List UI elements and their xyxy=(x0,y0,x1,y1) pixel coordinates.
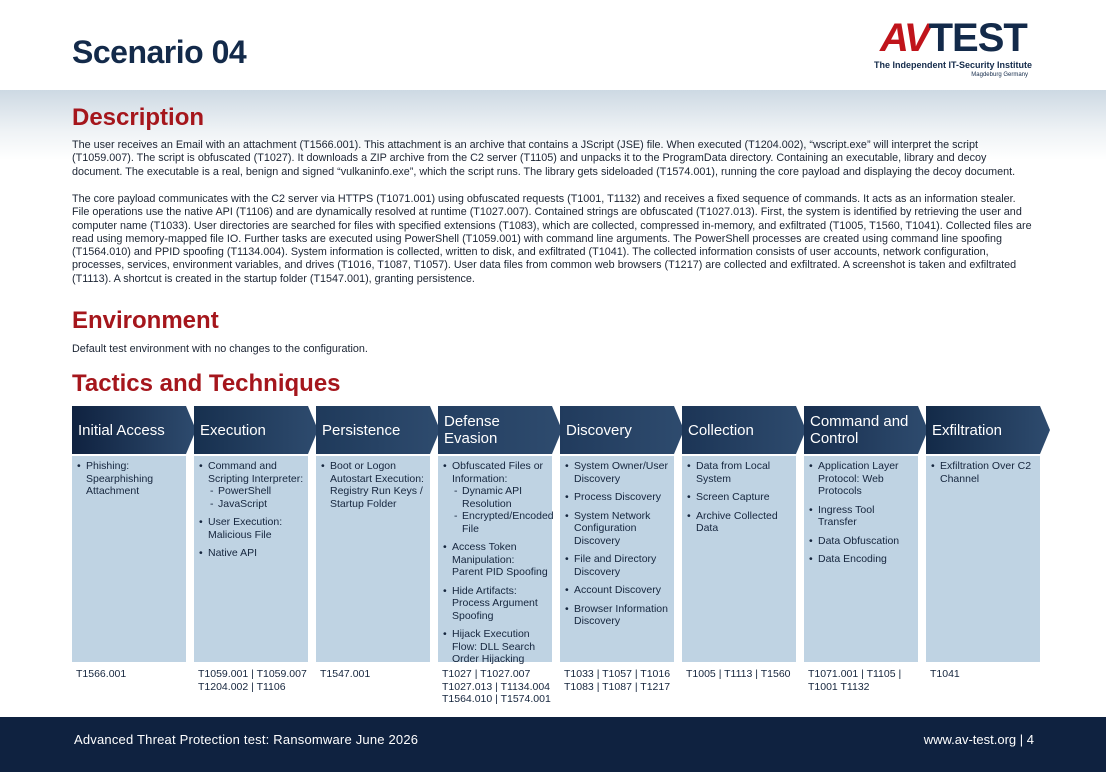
sub-technique-item: - Encrypted/Encoded File xyxy=(452,510,548,535)
technique-list-cell xyxy=(682,456,796,662)
technique-item xyxy=(442,460,554,535)
technique-item xyxy=(686,491,792,504)
technique-text: Screen Capture xyxy=(696,491,770,503)
technique-item xyxy=(686,460,792,485)
technique-text: Obfuscated Files or Information: xyxy=(452,460,544,485)
technique-item xyxy=(564,510,670,548)
description-paragraph-2: The core payload communicates with the C2 server via HTTPS (T1071.001) using obfuscated requests (T1001, T1132) and receives a fixed sequence of commands. It acts as an information stealer. File operations use the native API (T1106) and are dynamically resolved at runtime (T1027.007). Contained strings are obfuscated (T1027.013). First, the system is identified by retrieving the user and computer name (T1033). User directories are searched for files with specified extensions (T1083), which are collected, compressed in-memory, and exfiltrated (T1005, T1560, T1041). Collected files are read using memory-mapped file IO. Further tasks are executed using PowerShell (T1059.001) with command line arguments. The PowerShell processes are created using command line spoofing (T1564.010) and PPID spoofing (T1134.004). System information is collected, written to disk, and exfiltrated (T1041). The collected information consists of user accounts, network configuration, processes, services, environment variables, and drives (T1016, T1087, T1057). User data files from common web browsers (T1217) are collected and exfiltrated. A screenshot is taken and exfiltrated (T1113). A shortcut is created in the startup folder (T1547.001), granting persistence. xyxy=(72,193,1032,285)
technique-text: Phishing: Spearphishing Attachment xyxy=(86,460,154,497)
tactic-header-chevron xyxy=(316,406,430,454)
description-heading: Description xyxy=(72,104,205,131)
tactic-column xyxy=(438,406,552,706)
tactic-header-chevron xyxy=(72,406,186,454)
footer-report-title: Advanced Threat Protection test: Ransomware June 2026 xyxy=(74,732,419,747)
tactics-heading: Tactics and Techniques xyxy=(72,370,341,397)
technique-item xyxy=(564,553,670,578)
technique-text: Application Layer Protocol: Web Protocols xyxy=(818,460,899,497)
page-header xyxy=(0,0,1106,90)
technique-item xyxy=(686,510,792,535)
tactic-title: Initial Access xyxy=(78,421,165,439)
tactic-title: Exfiltration xyxy=(932,421,1003,439)
logo-test: TEST xyxy=(928,16,1027,60)
tactic-column xyxy=(72,406,186,681)
technique-text: Command and Scripting Interpreter: xyxy=(208,460,304,485)
tactic-title: Execution xyxy=(200,421,266,439)
technique-item xyxy=(808,535,914,548)
tactic-column xyxy=(926,406,1040,681)
technique-text: Hide Artifacts: Process Argument Spoofing xyxy=(452,584,538,622)
technique-ids: T1566.001 xyxy=(76,668,127,680)
tactic-header-chevron xyxy=(926,406,1040,454)
environment-heading: Environment xyxy=(72,307,219,334)
technique-list-cell xyxy=(438,456,554,665)
technique-item xyxy=(564,460,670,485)
footer-page-info: www.av-test.org | 4 xyxy=(923,732,1034,747)
tactic-header-chevron xyxy=(438,406,552,454)
technique-text: File and Directory Discovery xyxy=(574,553,657,578)
tactic-title: Persistence xyxy=(322,421,401,439)
tactic-column xyxy=(682,406,796,681)
technique-ids: T1027 | T1027.007 T1027.013 | T1134.004 T1564.010 | T1574.001 xyxy=(442,668,551,705)
technique-text: Boot or Logon Autostart Execution: Registry Run Keys / Startup Folder xyxy=(330,460,424,510)
technique-ids: T1041 xyxy=(930,668,960,680)
page-footer xyxy=(0,717,1106,772)
tactic-header-chevron xyxy=(682,406,796,454)
tactic-header-chevron xyxy=(804,406,918,454)
description-paragraph-1: The user receives an Email with an attachment (T1566.001). This attachment is an archive that contains a JScript (JSE) file. When executed (T1204.002), “wscript.exe” will interpret the script (T1059.007). The script is obfuscated (T1027). It downloads a ZIP archive from the C2 server (T1105) and unpacks it to the ProgramData directory. Containing an executable, library and decoy document. The executable is a real, benign and signed “vulkaninfo.exe”, which the script runs. The library gets sideloaded (T1574.001), running the core payload and displaying the decoy document. xyxy=(72,139,1016,178)
tactic-column xyxy=(194,406,308,693)
technique-ids: T1033 | T1057 | T1016 T1083 | T1087 | T1217 xyxy=(564,668,671,693)
technique-text: Archive Collected Data xyxy=(696,509,778,534)
technique-ids: T1005 | T1113 | T1560 xyxy=(686,668,791,680)
technique-text: Native API xyxy=(208,547,258,559)
technique-list-cell xyxy=(316,456,430,662)
technique-text: Account Discovery xyxy=(574,584,661,596)
environment-text: Default test environment with no changes to the configuration. xyxy=(72,343,368,355)
page-title: Scenario 04 xyxy=(72,34,247,70)
tactic-header-chevron xyxy=(194,406,308,454)
tactic-column xyxy=(804,406,918,693)
technique-text: Data Encoding xyxy=(818,553,887,565)
technique-text: System Owner/User Discovery xyxy=(574,460,668,485)
technique-list-cell xyxy=(804,456,918,662)
technique-list-cell xyxy=(194,456,308,662)
technique-text: Access Token Manipulation: Parent PID Spoofing xyxy=(452,541,548,578)
technique-text: Process Discovery xyxy=(574,491,661,503)
technique-item xyxy=(198,547,304,560)
technique-text: Browser Information Discovery xyxy=(574,602,668,627)
technique-item xyxy=(930,460,1036,485)
tactic-column xyxy=(316,406,430,681)
technique-text: User Execution: Malicious File xyxy=(208,516,283,541)
technique-item xyxy=(320,460,426,510)
technique-text: Data from Local System xyxy=(696,460,771,485)
technique-text: Data Obfuscation xyxy=(818,534,900,547)
sub-technique-item: - PowerShell xyxy=(208,485,304,498)
technique-item xyxy=(564,603,670,628)
technique-item xyxy=(442,628,548,666)
technique-text: Hijack Execution Flow: DLL Search Order Hijacking xyxy=(452,628,536,665)
technique-text: Ingress Tool Transfer xyxy=(818,503,875,528)
technique-item xyxy=(808,553,914,566)
technique-item xyxy=(198,516,304,541)
technique-item xyxy=(442,585,548,623)
tactic-title: Defense Evasion xyxy=(444,413,500,447)
technique-ids: T1547.001 xyxy=(320,668,371,680)
logo-tagline: The Independent IT-Security Institute xyxy=(873,60,1032,70)
tactic-column xyxy=(560,406,674,693)
sub-technique-item: - Dynamic API Resolution xyxy=(452,485,548,510)
tactic-header-chevron xyxy=(560,406,674,454)
tactic-title: Collection xyxy=(688,421,754,439)
technique-ids: T1071.001 | T1105 | T1001 T1132 xyxy=(808,668,902,693)
technique-list-cell xyxy=(926,456,1040,662)
technique-item xyxy=(198,460,304,510)
technique-item xyxy=(76,460,182,498)
logo-av: AV xyxy=(880,16,929,60)
technique-item xyxy=(442,541,548,579)
technique-item xyxy=(564,491,670,504)
av-test-logo xyxy=(873,16,1040,82)
technique-ids: T1059.001 | T1059.007 T1204.002 | T1106 xyxy=(198,668,307,693)
technique-text: Exfiltration Over C2 Channel xyxy=(940,460,1032,485)
tactic-title: Discovery xyxy=(566,421,632,439)
technique-item xyxy=(564,584,670,597)
technique-item xyxy=(808,504,914,529)
tactic-title: Command and Control xyxy=(810,413,909,447)
sub-technique-item: - JavaScript xyxy=(208,498,304,511)
technique-list-cell xyxy=(560,456,674,662)
logo-location: Magdeburg Germany xyxy=(971,72,1028,78)
technique-text: System Network Configuration Discovery xyxy=(574,509,651,547)
logo-mark xyxy=(880,18,1027,58)
technique-item xyxy=(808,460,914,498)
technique-list-cell xyxy=(72,456,186,662)
